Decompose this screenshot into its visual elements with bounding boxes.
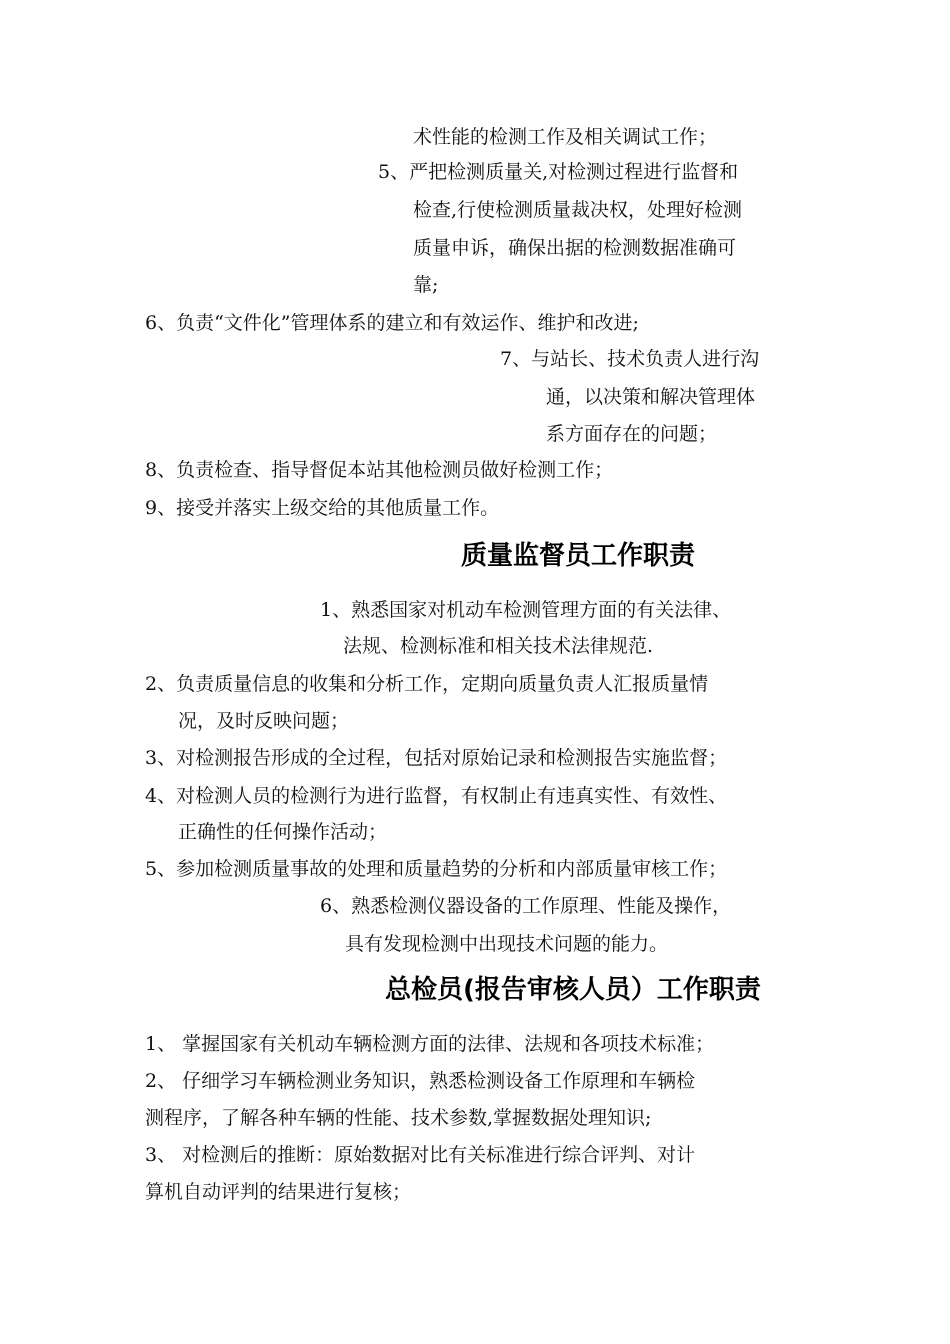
list-item: 3、 对检测后的推断：原始数据对比有关标准进行综合评判、对计: [145, 1144, 696, 1166]
text-line: 通，以决策和解决管理体: [546, 386, 756, 408]
list-item: 4、对检测人员的检测行为进行监督，有权制止有违真实性、有效性、: [145, 785, 728, 807]
section-heading-chief-inspector: 总检员(报告审核人员）工作职责: [385, 975, 761, 1005]
list-item: 2、负责质量信息的收集和分析工作，定期向质量负责人汇报质量情: [145, 673, 709, 695]
text-line: 算机自动评判的结果进行复核；: [145, 1181, 412, 1203]
text-line: 靠;: [413, 274, 439, 296]
list-item: 9、接受并落实上级交给的其他质量工作。: [145, 497, 500, 519]
text-line: 具有发现检测中出现技术问题的能力。: [345, 933, 669, 955]
list-item: 1、熟悉国家对机动车检测管理方面的有关法律、: [320, 599, 732, 621]
list-item: 5、严把检测质量关,对检测过程进行监督和: [378, 161, 739, 183]
list-item: 2、 仔细学习车辆检测业务知识，熟悉检测设备工作原理和车辆检: [145, 1070, 696, 1092]
text-line: 况，及时反映问题；: [178, 710, 350, 732]
text-line: 正确性的任何操作活动；: [178, 821, 388, 843]
text-line: 术性能的检测工作及相关调试工作；: [413, 126, 718, 148]
text-line: 法规、检测标准和相关技术法律规范.: [343, 635, 654, 657]
list-item: 1、 掌握国家有关机动车辆检测方面的法律、法规和各项技术标准；: [145, 1033, 715, 1055]
list-item: 5、参加检测质量事故的处理和质量趋势的分析和内部质量审核工作；: [145, 858, 728, 880]
text-line: 质量申诉，确保出据的检测数据准确可: [413, 237, 737, 259]
list-item: 6、熟悉检测仪器设备的工作原理、性能及操作，: [320, 895, 732, 917]
section-heading-quality-supervisor: 质量监督员工作职责: [461, 541, 696, 571]
text-line: 系方面存在的问题；: [546, 423, 718, 445]
text-line: 测程序，了解各种车辆的性能、技术参数,掌握数据处理知识;: [145, 1107, 652, 1129]
list-item: 7、与站长、技术负责人进行沟: [500, 348, 760, 370]
list-item: 3、对检测报告形成的全过程，包括对原始记录和检测报告实施监督；: [145, 747, 728, 769]
text-line: 检查,行使检测质量裁决权，处理好检测: [413, 199, 743, 221]
list-item: 6、负责“文件化”管理体系的建立和有效运作、维护和改进;: [145, 312, 639, 334]
list-item: 8、负责检查、指导督促本站其他检测员做好检测工作；: [145, 459, 614, 481]
